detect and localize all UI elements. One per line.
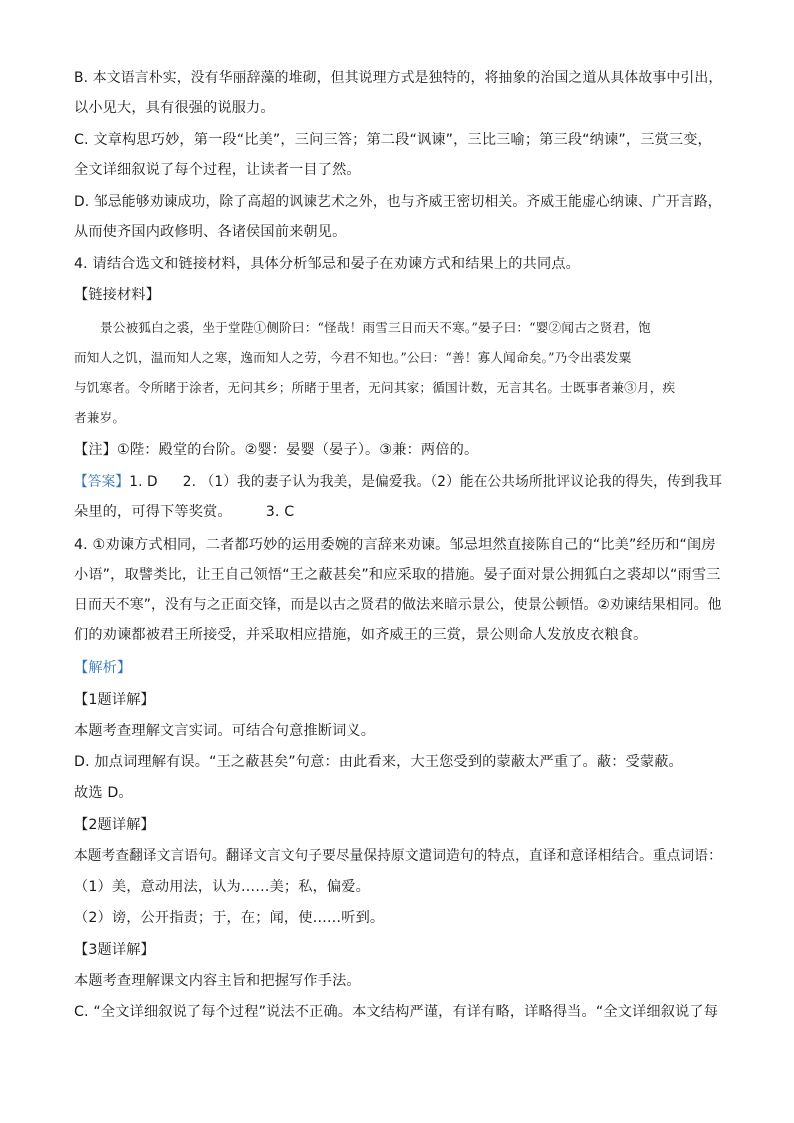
- answer-1: 1. D: [129, 474, 158, 490]
- detail-3-heading: 【3题详解】: [74, 942, 155, 958]
- option-c-line-2: 全文详细叙说了每个过程，让读者一目了然。: [74, 162, 361, 178]
- option-d-line-2: 从而使齐国内政修明、各诸侯国前来朝见。: [74, 224, 347, 240]
- option-d-line-1: D. 邹忌能够劝谏成功，除了高超的讽谏艺术之外，也与齐威王密切相关。齐威王能虚心纳谏、广开言路，: [74, 194, 722, 210]
- link-material-heading: 【链接材料】: [74, 287, 161, 303]
- detail-2-line-3: （2）谤，公开指责；于，在；闻，使……听到。: [74, 910, 385, 926]
- link-material-line-4: 者兼岁。: [74, 410, 126, 425]
- answer-4-line-3: 日而天不寒”，没有与之正面交锋，而是以古之贤君的做法来暗示景公，使景公顿悟。②劝谏结果相同。他: [74, 597, 722, 613]
- option-c-line-1: C. 文章构思巧妙，第一段“比美”，三问三答；第二段“讽谏”，三比三喻；第三段“纳谏”，三赏三变，: [74, 132, 712, 148]
- link-material-line-1: 景公被狐白之裘，坐于堂陛①侧阶曰：“怪哉！雨雪三日而天不寒。”晏子曰：“婴②闻古之贤君，饱: [100, 320, 651, 335]
- option-b-line-2: 以小见大，具有很强的说服力。: [74, 100, 275, 116]
- question-4: 4. 请结合选文和链接材料，具体分析邹忌和晏子在劝谏方式和结果上的共同点。: [74, 256, 580, 272]
- link-material-line-2: 而知人之饥，温而知人之寒，逸而知人之劳，今君不知也。”公曰：“善！寡人闻命矣。”乃令出裘发粟: [74, 350, 632, 365]
- option-b-line-1: B. 本文语言朴实，没有华丽辞藻的堆砌，但其说理方式是独特的，将抽象的治国之道从具体故事中引出，: [74, 70, 723, 86]
- detail-1-heading: 【1题详解】: [74, 692, 155, 708]
- analysis-tag: 【解析】: [74, 660, 132, 676]
- answer-4-line-1: 4. ①劝谏方式相同，二者都巧妙的运用委婉的言辞来劝谏。邹忌坦然直接陈自己的“比美”经历和“闺房: [74, 537, 716, 553]
- detail-2-line-2: （1）美，意动用法，认为……美；私，偏爱。: [74, 879, 370, 895]
- answer-4-line-4: 们的劝谏都被君王所接受，并采取相应措施，如齐威王的三赏，景公则命人发放皮衣粮食。: [74, 627, 648, 643]
- answer-2-line-1: 2. （1）我的妻子认为我美，是偏爱我。（2）能在公共场所批评议论我的得失，传到我耳: [182, 474, 723, 490]
- annotation-note: 【注】①陛：殿堂的台阶。②婴：晏婴（晏子）。③兼：两倍的。: [74, 442, 479, 458]
- link-material-line-3: 与饥寒者。令所睹于涂者，无问其乡；所睹于里者，无问其家；循国计数，无言其名。士既事者兼③月，疾: [74, 380, 676, 395]
- answer-3: 3. C: [265, 504, 295, 520]
- answer-2-line-2: 朵里的，可得下等奖赏。: [74, 504, 232, 520]
- detail-1-line-2: D. 加点词理解有误。“王之蔽甚矣”句意：由此看来，大王您受到的蒙蔽太严重了。蔽：受蒙蔽。: [74, 754, 683, 770]
- detail-1-line-1: 本题考查理解文言实词。可结合句意推断词义。: [74, 723, 376, 739]
- detail-1-line-3: 故选 D。: [74, 785, 133, 801]
- detail-2-heading: 【2题详解】: [74, 817, 155, 833]
- answer-4-line-2: 小语”，取譬类比，让王自己领悟“王之蔽甚矣”和应采取的措施。晏子面对景公拥狐白之裘却以“雨雪三: [74, 567, 721, 583]
- answer-line-2: [74, 502, 294, 522]
- detail-3-line-1: 本题考查理解课文内容主旨和把握写作手法。: [74, 973, 361, 989]
- answer-line-1: [74, 472, 722, 492]
- detail-2-line-1: 本题考查翻译文言语句。翻译文言文句子要尽量保持原文遣词造句的特点，直译和意译相结合。重点词语：: [74, 848, 722, 864]
- detail-3-line-2: C. “全文详细叙说了每个过程”说法不正确。本文结构严谨，有详有略，详略得当。“全文详细叙说了每: [74, 1004, 719, 1020]
- answer-tag: 【答案】: [74, 474, 130, 490]
